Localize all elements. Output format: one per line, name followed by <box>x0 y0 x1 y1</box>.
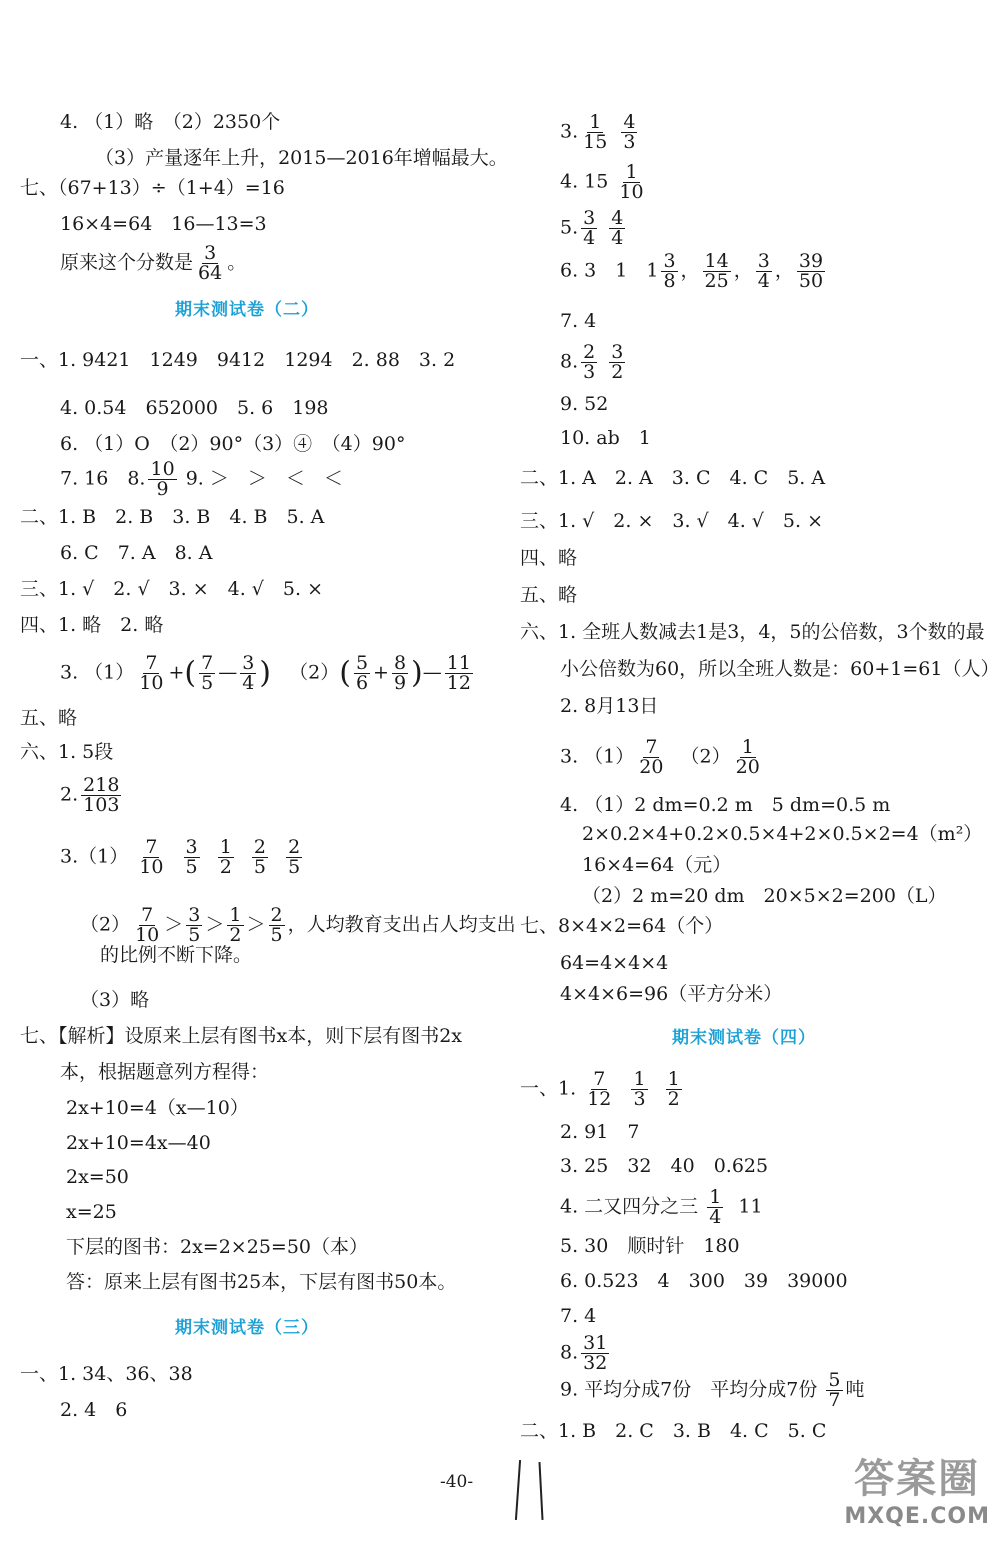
answer-line: 8. $\frac{31}{32}$ <box>560 1332 608 1374</box>
answer-line: 4. 二又四分之三 $\frac{1}{4}$ 11 <box>560 1186 763 1228</box>
fraction: $\frac{1}{4}$ <box>709 1186 722 1228</box>
fraction: $\frac{3}{64}$ <box>198 242 223 284</box>
fraction: $\frac{7}{20}$ <box>639 736 664 778</box>
answer-line: 3. （1） $\frac{7}{10}$ +( $\frac{7}{5}$ — $\frac{3}{4}$ ) （2）( $\frac{5}{6}$ + $\frac{8}{9}$ )— $\frac{11}{12}$ <box>60 652 471 694</box>
answer-line: 7. 4 <box>560 1305 597 1327</box>
answer-line: 4. （1）略 （2）2350个 <box>60 111 281 133</box>
answer-line: 2. 4 6 <box>60 1399 128 1421</box>
fraction: $\frac{7}{12}$ <box>587 1068 612 1110</box>
answer-line: 六、1. 全班人数减去1是3，4，5的公倍数，3个数的最 <box>520 621 985 643</box>
fraction: $\frac{39}{50}$ <box>798 250 824 292</box>
fraction: $\frac{5}{6}$ <box>355 652 369 694</box>
fraction: $\frac{14}{25}$ <box>704 250 729 292</box>
answer-line: 7. 4 <box>560 310 597 332</box>
answer-line: 6. C 7. A 8. A <box>60 542 213 564</box>
answer-line: 2×0.2×4+0.2×0.5×4+2×0.5×2=4（m²） <box>582 823 983 845</box>
fraction: $\frac{11}{12}$ <box>446 652 471 694</box>
answer-line: 三、1. √ 2. × 3. √ 4. √ 5. × <box>520 510 823 532</box>
fraction: $\frac{3}{2}$ <box>611 341 624 383</box>
answer-line: 下层的图书：2x=2×25=50（本） <box>66 1236 369 1258</box>
fraction: $\frac{10}{9}$ <box>150 458 175 500</box>
fraction: $\frac{218}{103}$ <box>83 774 120 816</box>
answer-line: 9. 52 <box>560 393 609 415</box>
fraction: $\frac{1}{3}$ <box>633 1068 646 1110</box>
answer-line: 三、1. √ 2. √ 3. × 4. √ 5. × <box>20 578 323 600</box>
fraction: $\frac{8}{9}$ <box>393 652 407 694</box>
answer-line: 9. 平均分成7份 平均分成7份 $\frac{5}{7}$ 吨 <box>560 1369 865 1411</box>
fraction: $\frac{3}{4}$ <box>757 250 770 292</box>
answer-line: 小公倍数为60，所以全班人数是：60+1=61（人） <box>560 658 1000 680</box>
answer-line: （2）2 m=20 dm 20×5×2=200（L） <box>582 885 947 907</box>
watermark-title: 答案圈 <box>854 1456 981 1502</box>
answer-line: 一、1. 9421 1249 9412 1294 2. 88 3. 2 <box>20 349 456 371</box>
answer-line: 四、略 <box>520 547 578 569</box>
answer-line: 16×4=64（元） <box>582 854 732 876</box>
fraction: $\frac{3}{5}$ <box>185 836 198 878</box>
fraction: $\frac{5}{7}$ <box>828 1369 841 1411</box>
fraction: $\frac{1}{2}$ <box>667 1068 680 1110</box>
watermark-logo <box>844 1447 990 1529</box>
answer-line: （3）略 <box>80 989 150 1011</box>
fraction: $\frac{7}{10}$ <box>135 904 160 946</box>
answer-line: 二、1. B 2. B 3. B 4. B 5. A <box>20 506 325 528</box>
answer-line: 六、1. 5段 <box>20 741 114 763</box>
answer-line: （2） $\frac{7}{10}$ ＞ $\frac{3}{5}$ ＞ $\frac{1}{2}$ ＞ $\frac{2}{5}$ ，人均教育支出占人均支出 <box>80 904 516 946</box>
answer-line: 七、（67+13）÷（1+4）=16 <box>20 177 285 199</box>
answer-line: 10. ab 1 <box>560 427 651 449</box>
answer-line: 3. 25 32 40 0.625 <box>560 1155 769 1177</box>
fraction: $\frac{1}{20}$ <box>735 736 760 778</box>
answer-line: 答：原来上层有图书25本，下层有图书50本。 <box>66 1271 457 1293</box>
answer-line: 2. 91 7 <box>560 1121 640 1143</box>
fraction: $\frac{7}{5}$ <box>201 652 214 694</box>
fraction: $\frac{2}{3}$ <box>583 341 596 383</box>
answer-line: 64=4×4×4 <box>560 952 669 974</box>
fraction: $\frac{1}{2}$ <box>219 836 232 878</box>
answer-line: 4. 0.54 652000 5. 6 198 <box>60 397 329 419</box>
fraction: $\frac{3}{8}$ <box>663 250 676 292</box>
answer-line: （3）产量逐年上升，2015—2016年增幅最大。 <box>95 147 508 169</box>
answer-line: 2x+10=4（x—10） <box>66 1097 249 1119</box>
answer-line: 本，根据题意列方程得： <box>60 1061 270 1083</box>
answer-line: 5. $\frac{3}{4}$ $\frac{4}{4}$ <box>560 207 624 249</box>
answer-line: 6. 0.523 4 300 39 39000 <box>560 1270 848 1292</box>
answer-line: 7. 16 8. $\frac{10}{9}$ 9. ＞ ＞ ＜ ＜ <box>60 458 343 500</box>
fraction: $\frac{1}{2}$ <box>229 904 242 946</box>
answer-line: 16×4=64 16—13=3 <box>60 213 267 235</box>
pen-mark <box>538 1462 543 1520</box>
fraction: $\frac{3}{4}$ <box>242 652 255 694</box>
answer-line: 一、1. 34、36、38 <box>20 1363 193 1385</box>
answer-line: 七、8×4×2=64（个） <box>520 915 724 937</box>
answer-line: 2x=50 <box>66 1166 129 1188</box>
section-heading: 期末测试卷（三） <box>175 1318 319 1338</box>
fraction: $\frac{2}{5}$ <box>253 836 267 878</box>
answer-line: 3.（1） $\frac{7}{10}$ $\frac{3}{5}$ $\frac{1}{2}$ $\frac{2}{5}$ $\frac{2}{5}$ <box>60 836 301 878</box>
answer-line: 原来这个分数是 $\frac{3}{64}$ 。 <box>60 242 247 284</box>
fraction: $\frac{31}{32}$ <box>583 1332 608 1374</box>
section-heading: 期末测试卷（四） <box>672 1028 816 1048</box>
answer-line: 二、1. B 2. C 3. B 4. C 5. C <box>520 1420 827 1442</box>
answer-line: x=25 <box>66 1201 117 1223</box>
answer-line: 4. （1）2 dm=0.2 m 5 dm=0.5 m <box>560 794 891 816</box>
answer-line: 6. （1）O （2）90°（3）④ （4）90° <box>60 433 406 455</box>
fraction: $\frac{4}{4}$ <box>611 207 624 249</box>
section-heading: 期末测试卷（二） <box>175 300 319 320</box>
fraction: $\frac{1}{10}$ <box>619 161 644 203</box>
answer-line: 2. $\frac{218}{103}$ <box>60 774 120 816</box>
fraction: $\frac{7}{10}$ <box>139 836 164 878</box>
answer-line: 七、【解析】设原来上层有图书x本，则下层有图书2x <box>20 1025 463 1047</box>
fraction: $\frac{2}{5}$ <box>270 904 283 946</box>
fraction: $\frac{1}{15}$ <box>583 111 608 153</box>
answer-line: 二、1. A 2. A 3. C 4. C 5. A <box>520 467 826 489</box>
answer-line: 6. 3 1 1 $\frac{3}{8}$ ， $\frac{14}{25}$ ， $\frac{3}{4}$ ， $\frac{39}{50}$ <box>560 250 824 292</box>
answer-line: 五、略 <box>20 707 78 729</box>
answer-line: 2x+10=4x—40 <box>66 1132 211 1154</box>
answer-line: 的比例不断下降。 <box>100 944 253 966</box>
fraction: $\frac{3}{4}$ <box>583 207 596 249</box>
fraction: $\frac{7}{10}$ <box>139 652 164 694</box>
answer-line: 3. （1） $\frac{7}{20}$ （2） $\frac{1}{20}$ <box>560 736 760 778</box>
answer-line: 3. $\frac{1}{15}$ $\frac{4}{3}$ <box>560 111 636 153</box>
answer-line: 4×4×6=96（平方分米） <box>560 983 783 1005</box>
answer-line: 五、略 <box>520 584 578 606</box>
answer-line: 4. 15 $\frac{1}{10}$ <box>560 161 644 203</box>
fraction: $\frac{4}{3}$ <box>623 111 636 153</box>
pen-mark <box>515 1460 521 1520</box>
answer-line: 5. 30 顺时针 180 <box>560 1235 740 1257</box>
watermark-url: MXQE.COM <box>844 1504 990 1529</box>
answer-line: 2. 8月13日 <box>560 695 659 717</box>
answer-line: 一、1. $\frac{7}{12}$ $\frac{1}{3}$ $\frac{1}{2}$ <box>520 1068 680 1110</box>
text: 原来这个分数是 <box>60 251 194 274</box>
answer-line: 8. $\frac{2}{3}$ $\frac{3}{2}$ <box>560 341 624 383</box>
fraction: $\frac{2}{5}$ <box>288 836 301 878</box>
fraction: $\frac{3}{5}$ <box>188 904 201 946</box>
page-number: -40- <box>440 1472 474 1492</box>
answer-line: 四、1. 略 2. 略 <box>20 614 164 636</box>
